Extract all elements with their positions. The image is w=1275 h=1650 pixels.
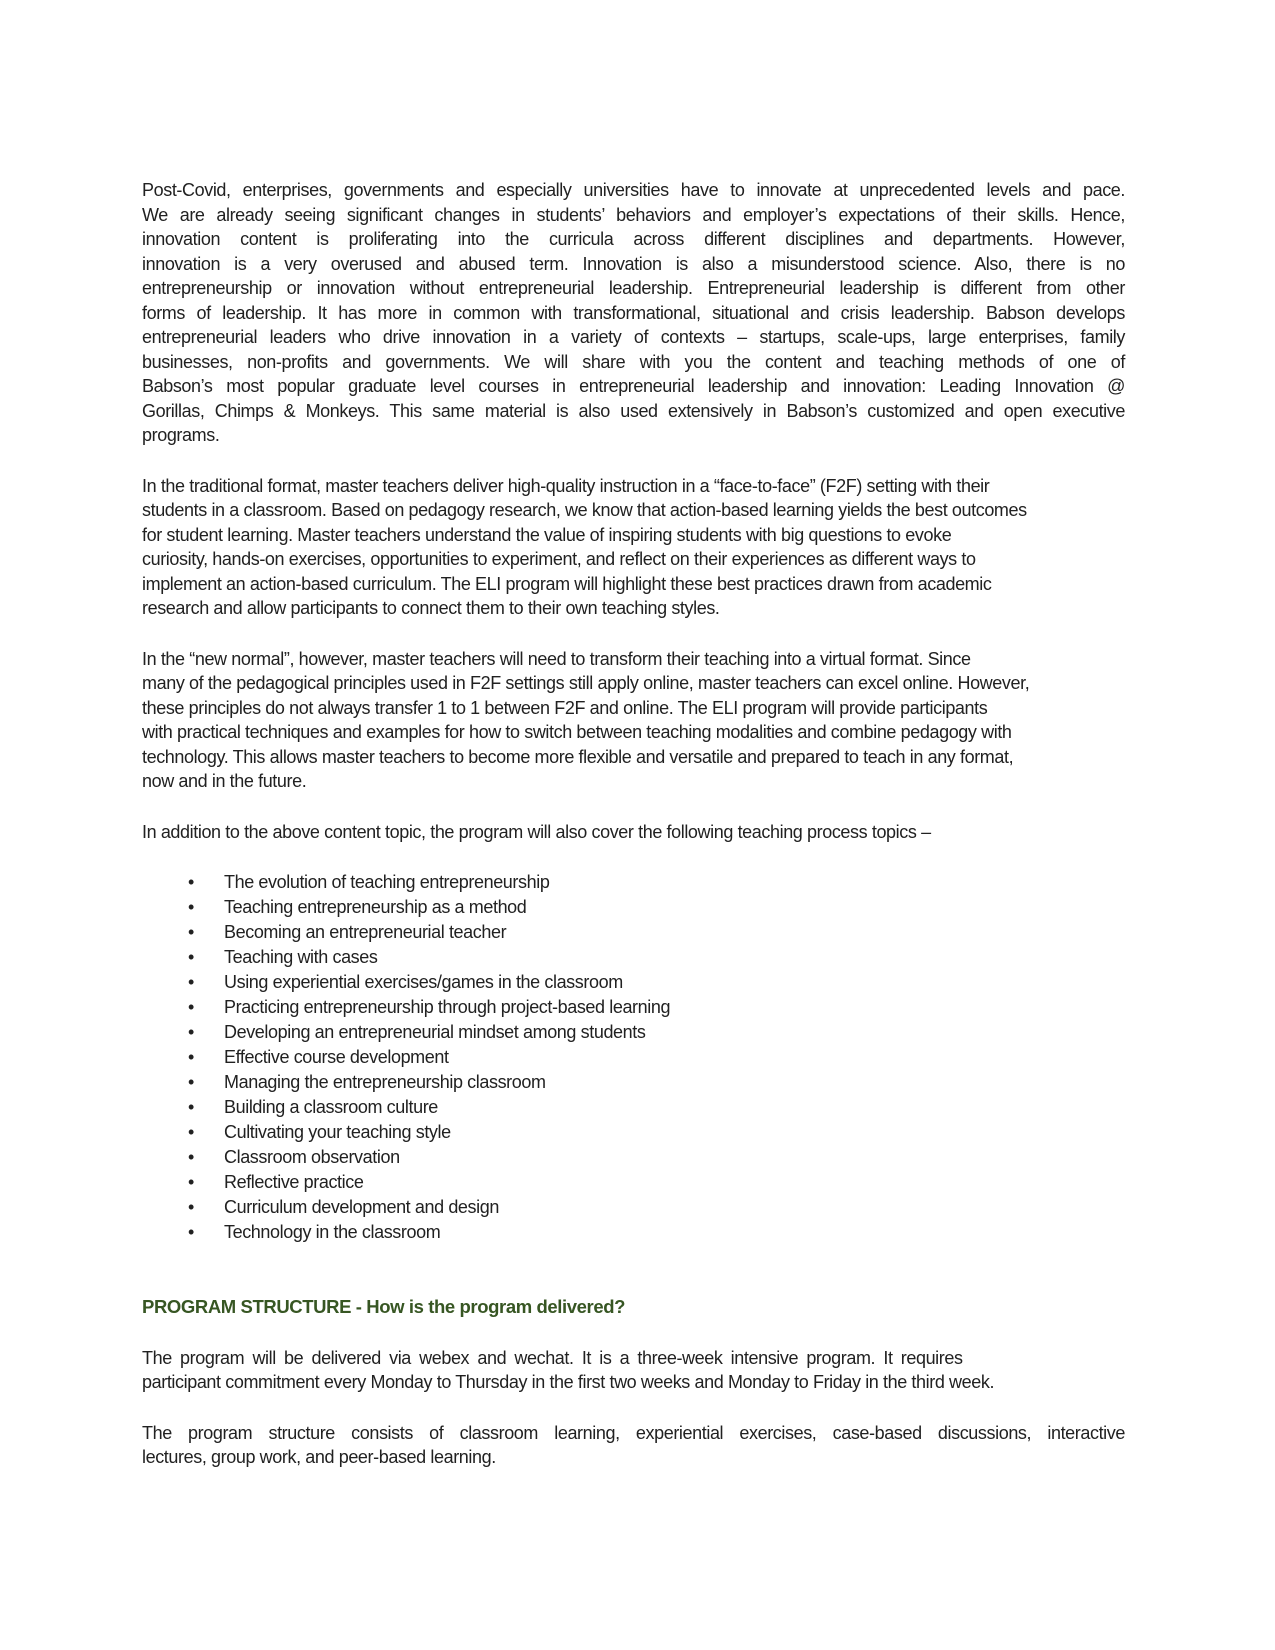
- text-line: many of the pedagogical principles used in F2F settings still apply online, master teachers can excel online. However,: [142, 673, 1030, 693]
- bullet-icon: •: [188, 1172, 194, 1192]
- text-line: programs.: [142, 425, 220, 445]
- list-item-label: Effective course development: [224, 1047, 449, 1067]
- list-item: [142, 1070, 1125, 1095]
- bullet-icon: •: [188, 1072, 194, 1092]
- list-item: [142, 970, 1125, 995]
- list-item-label: The evolution of teaching entrepreneurship: [224, 872, 550, 892]
- list-item-label: Using experiential exercises/games in the classroom: [224, 972, 623, 992]
- text-line: In the traditional format, master teachers deliver high-quality instruction in a “face-to-face” (F2F) setting with their: [142, 475, 990, 496]
- bullet-icon: •: [188, 1197, 194, 1217]
- paragraph: [142, 1346, 1125, 1395]
- text-line: these principles do not always transfer 1 to 1 between F2F and online. The ELI program will provide participants: [142, 697, 988, 718]
- list-item-label: Becoming an entrepreneurial teacher: [224, 922, 507, 942]
- text-line: curiosity, hands-on exercises, opportunities to experiment, and reflect on their experiences as different ways to: [142, 549, 976, 569]
- text-line: forms of leadership. It has more in common with transformational, situational and crisis leadership. Babson develops: [142, 302, 1125, 323]
- bullet-list: [142, 870, 1125, 1245]
- list-item-label: Developing an entrepreneurial mindset among students: [224, 1022, 646, 1042]
- text-line: innovation content is proliferating into the curricula across different disciplines and departments. However,: [142, 229, 1125, 249]
- list-item-label: Building a classroom culture: [224, 1097, 438, 1117]
- text-line: technology. This allows master teachers to become more flexible and versatile and prepared to teach in any format,: [142, 746, 1014, 767]
- text-line: entrepreneurial leaders who drive innovation in a variety of contexts – startups, scale-ups, large enterprises, family: [142, 327, 1125, 347]
- text-line: Post-Covid, enterprises, governments and especially universities have to innovate at unprecedented levels and pace.: [142, 180, 1125, 200]
- text-line: research and allow participants to connect them to their own teaching styles.: [142, 598, 720, 618]
- list-item: [142, 1195, 1125, 1220]
- text-line: businesses, non-profits and governments. We will share with you the content and teaching methods of one of: [142, 351, 1125, 372]
- text-line: innovation is a very overused and abused term. Innovation is also a misunderstood science. Also, there is no: [142, 253, 1125, 274]
- bullet-icon: •: [188, 972, 194, 992]
- list-item: [142, 1170, 1125, 1195]
- list-item-label: Teaching entrepreneurship as a method: [224, 897, 527, 917]
- list-item: [142, 870, 1125, 895]
- document-content: [142, 178, 1125, 1470]
- paragraph: [142, 820, 1125, 845]
- bullet-icon: •: [188, 1097, 194, 1117]
- text-line: lectures, group work, and peer-based learning.: [142, 1447, 496, 1467]
- text-line: now and in the future.: [142, 771, 307, 791]
- list-item: [142, 1095, 1125, 1120]
- bullet-icon: •: [188, 922, 194, 942]
- list-item: [142, 1045, 1125, 1070]
- text-line: Babson’s most popular graduate level courses in entrepreneurial leadership and innovation: Leading Innovation @: [142, 376, 1125, 396]
- paragraph: [142, 178, 1125, 448]
- bullet-icon: •: [188, 1147, 194, 1167]
- bullet-icon: •: [188, 897, 194, 917]
- text-line: students in a classroom. Based on pedagogy research, we know that action-based learning yields the best outcomes: [142, 500, 1027, 520]
- bullet-icon: •: [188, 997, 194, 1017]
- list-item: [142, 920, 1125, 945]
- text-line: We are already seeing significant changes in students’ behaviors and employer’s expectations of their skills. Hence,: [142, 204, 1125, 225]
- list-item: [142, 895, 1125, 920]
- text-line: entrepreneurship or innovation without entrepreneurial leadership. Entrepreneurial leadership is different from other: [142, 278, 1125, 298]
- list-item-label: Technology in the classroom: [224, 1222, 441, 1242]
- text-line: with practical techniques and examples for how to switch between teaching modalities and combine pedagogy with: [142, 722, 1012, 742]
- bullet-icon: •: [188, 947, 194, 967]
- bullet-icon: •: [188, 1122, 194, 1142]
- list-item-label: Teaching with cases: [224, 947, 378, 967]
- text-line: The program will be delivered via webex and wechat. It is a three-week intensive program. It requires: [142, 1347, 963, 1368]
- list-item: [142, 995, 1125, 1020]
- text-line: The program structure consists of classroom learning, experiential exercises, case-based discussions, interactive: [142, 1422, 1125, 1443]
- list-item-label: Cultivating your teaching style: [224, 1122, 451, 1142]
- text-line: In addition to the above content topic, the program will also cover the following teaching process topics –: [142, 821, 931, 842]
- paragraph: [142, 474, 1125, 621]
- bullet-icon: •: [188, 872, 194, 892]
- list-item-label: Reflective practice: [224, 1172, 364, 1192]
- text-line: Gorillas, Chimps & Monkeys. This same material is also used extensively in Babson’s customized and open executive: [142, 400, 1125, 421]
- paragraph: [142, 1421, 1125, 1470]
- list-item-label: Practicing entrepreneurship through project-based learning: [224, 997, 671, 1017]
- list-item: [142, 1145, 1125, 1170]
- text-line: implement an action-based curriculum. The ELI program will highlight these best practices drawn from academic: [142, 573, 992, 594]
- paragraph: [142, 647, 1125, 794]
- list-item-label: Curriculum development and design: [224, 1197, 499, 1217]
- list-item-label: Managing the entrepreneurship classroom: [224, 1072, 546, 1092]
- bullet-icon: •: [188, 1022, 194, 1042]
- list-item: [142, 1120, 1125, 1145]
- text-line: In the “new normal”, however, master teachers will need to transform their teaching into a virtual format. Since: [142, 648, 971, 669]
- section-heading: PROGRAM STRUCTURE - How is the program delivered?: [142, 1296, 626, 1317]
- bullet-icon: •: [188, 1047, 194, 1067]
- list-item: [142, 1220, 1125, 1245]
- text-line: participant commitment every Monday to Thursday in the first two weeks and Monday to Friday in the third week.: [142, 1372, 995, 1392]
- list-item-label: Classroom observation: [224, 1147, 400, 1167]
- text-line: for student learning. Master teachers understand the value of inspiring students with big questions to evoke: [142, 524, 952, 545]
- bullet-icon: •: [188, 1222, 194, 1242]
- list-item: [142, 945, 1125, 970]
- list-item: [142, 1020, 1125, 1045]
